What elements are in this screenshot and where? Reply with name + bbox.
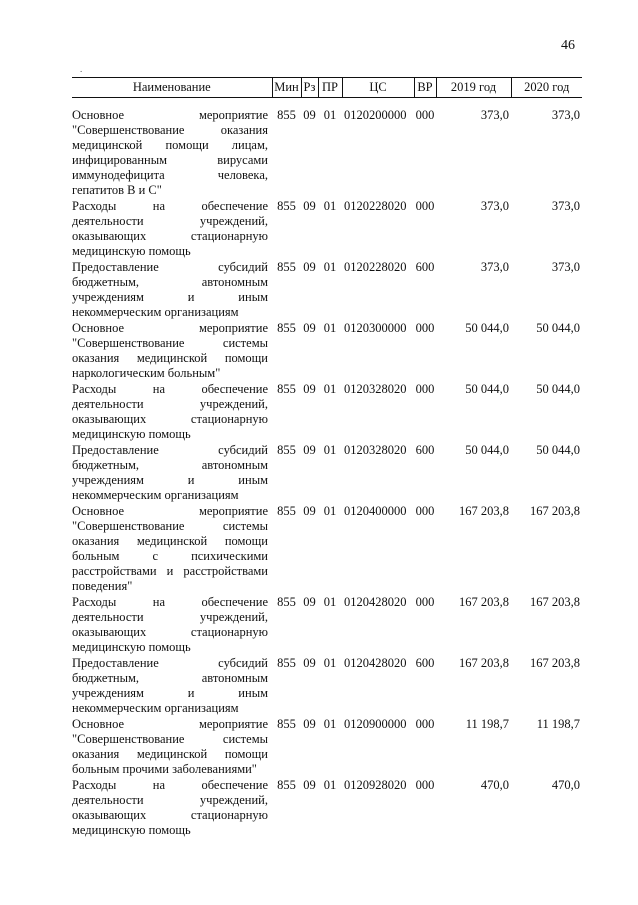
- row-vr: 000: [415, 778, 435, 792]
- row-name: Основное мероприятие "Совершенствование системы оказания медицинской помощи больным прочими заболеваниями": [72, 717, 268, 776]
- row-pr: 01: [323, 504, 337, 518]
- scan-mark: .: [80, 64, 83, 74]
- row-name: Расходы на обеспечение деятельности учреждений, оказывающих стационарную медицинскую помощь: [72, 382, 268, 441]
- table-row: [72, 503, 582, 594]
- row-rz: 09: [303, 595, 316, 609]
- row-2020: 11 198,7: [536, 717, 580, 731]
- row-cs: 0120900000: [344, 717, 407, 731]
- row-rz: 09: [303, 504, 316, 518]
- row-cs: 0120228020: [344, 199, 407, 213]
- row-vr: 000: [415, 504, 435, 518]
- row-rz: 09: [303, 656, 316, 670]
- row-name: Основное мероприятие "Совершенствование системы оказания медицинской помощи больным с психическими расстройствами и расстройствами поведения": [72, 504, 268, 593]
- row-name: Основное мероприятие "Совершенствование оказания медицинской помощи лицам, инфицированным вирусами иммунодефицита человека, гепатитов В и С": [72, 108, 268, 197]
- table-row: [72, 655, 582, 716]
- row-2019: 167 203,8: [459, 595, 509, 609]
- table-row: [72, 320, 582, 381]
- row-vr: 000: [415, 199, 435, 213]
- row-2020: 50 044,0: [536, 321, 580, 335]
- row-pr: 01: [323, 656, 337, 670]
- row-pr: 01: [323, 260, 337, 274]
- row-2019: 167 203,8: [459, 504, 509, 518]
- table-row: [72, 777, 582, 838]
- row-cs: 0120328020: [344, 382, 407, 396]
- row-rz: 09: [303, 321, 316, 335]
- row-pr: 01: [323, 443, 337, 457]
- row-2019: 167 203,8: [459, 656, 509, 670]
- row-name: Предоставление субсидий бюджетным, автономным учреждениям и иным некоммерческим организациям: [72, 656, 268, 715]
- row-name: Предоставление субсидий бюджетным, автономным учреждениям и иным некоммерческим организациям: [72, 260, 268, 319]
- row-2019: 470,0: [480, 778, 509, 792]
- col-header-min: Мин: [272, 78, 301, 98]
- row-pr: 01: [323, 595, 337, 609]
- row-cs: 0120328020: [344, 443, 407, 457]
- row-pr: 01: [323, 382, 337, 396]
- table-header: [72, 78, 582, 98]
- col-header-pr: ПР: [318, 78, 342, 98]
- row-name: Предоставление субсидий бюджетным, автономным учреждениям и иным некоммерческим организациям: [72, 443, 268, 502]
- table-row: [72, 259, 582, 320]
- row-cs: 0120200000: [344, 108, 407, 122]
- row-rz: 09: [303, 443, 316, 457]
- row-min: 855: [277, 321, 296, 335]
- row-2019: 11 198,7: [465, 717, 509, 731]
- row-2020: 470,0: [551, 778, 580, 792]
- row-pr: 01: [323, 108, 337, 122]
- col-header-name: Наименование: [72, 78, 272, 98]
- row-rz: 09: [303, 260, 316, 274]
- row-vr: 600: [415, 443, 435, 457]
- row-rz: 09: [303, 199, 316, 213]
- row-2020: 373,0: [551, 199, 580, 213]
- row-cs: 0120228020: [344, 260, 407, 274]
- col-header-rz: Рз: [301, 78, 318, 98]
- row-min: 855: [277, 382, 296, 396]
- row-pr: 01: [323, 199, 337, 213]
- col-header-vr: ВР: [414, 78, 436, 98]
- row-vr: 600: [415, 260, 435, 274]
- row-cs: 0120928020: [344, 778, 407, 792]
- row-vr: 000: [415, 321, 435, 335]
- table-row: [72, 98, 582, 199]
- col-header-cs: ЦС: [342, 78, 414, 98]
- row-2019: 373,0: [480, 199, 509, 213]
- row-2019: 50 044,0: [465, 443, 509, 457]
- row-vr: 000: [415, 595, 435, 609]
- row-min: 855: [277, 199, 296, 213]
- row-2020: 373,0: [551, 108, 580, 122]
- table-row: [72, 442, 582, 503]
- row-2020: 167 203,8: [530, 656, 580, 670]
- row-min: 855: [277, 504, 296, 518]
- row-name: Основное мероприятие "Совершенствование системы оказания медицинской помощи наркологическим больным": [72, 321, 268, 380]
- row-2020: 50 044,0: [536, 382, 580, 396]
- row-rz: 09: [303, 382, 316, 396]
- row-2019: 50 044,0: [465, 382, 509, 396]
- row-2020: 373,0: [551, 260, 580, 274]
- col-header-2020: 2020 год: [511, 78, 582, 98]
- row-min: 855: [277, 108, 296, 122]
- row-vr: 600: [415, 656, 435, 670]
- row-2020: 50 044,0: [536, 443, 580, 457]
- table-row: [72, 594, 582, 655]
- row-rz: 09: [303, 717, 316, 731]
- row-name: Расходы на обеспечение деятельности учреждений, оказывающих стационарную медицинскую помощь: [72, 595, 268, 654]
- row-2019: 373,0: [480, 108, 509, 122]
- row-vr: 000: [415, 382, 435, 396]
- row-2020: 167 203,8: [530, 595, 580, 609]
- row-cs: 0120400000: [344, 504, 407, 518]
- row-2020: 167 203,8: [530, 504, 580, 518]
- table-row: [72, 381, 582, 442]
- row-min: 855: [277, 443, 296, 457]
- row-2019: 50 044,0: [465, 321, 509, 335]
- table-body: [72, 98, 582, 839]
- row-pr: 01: [323, 778, 337, 792]
- row-2019: 373,0: [480, 260, 509, 274]
- row-min: 855: [277, 260, 296, 274]
- row-pr: 01: [323, 321, 337, 335]
- row-vr: 000: [415, 108, 435, 122]
- row-min: 855: [277, 778, 296, 792]
- row-rz: 09: [303, 778, 316, 792]
- row-name: Расходы на обеспечение деятельности учреждений, оказывающих стационарную медицинскую помощь: [72, 778, 268, 837]
- table-row: [72, 198, 582, 259]
- page-number: 46: [561, 38, 575, 53]
- row-cs: 0120300000: [344, 321, 407, 335]
- row-pr: 01: [323, 717, 337, 731]
- table-row: [72, 716, 582, 777]
- row-cs: 0120428020: [344, 595, 407, 609]
- row-name: Расходы на обеспечение деятельности учреждений, оказывающих стационарную медицинскую помощь: [72, 199, 268, 258]
- row-min: 855: [277, 717, 296, 731]
- row-cs: 0120428020: [344, 656, 407, 670]
- row-rz: 09: [303, 108, 316, 122]
- col-header-2019: 2019 год: [436, 78, 511, 98]
- row-vr: 000: [415, 717, 435, 731]
- row-min: 855: [277, 595, 296, 609]
- row-min: 855: [277, 656, 296, 670]
- budget-table: [72, 77, 582, 838]
